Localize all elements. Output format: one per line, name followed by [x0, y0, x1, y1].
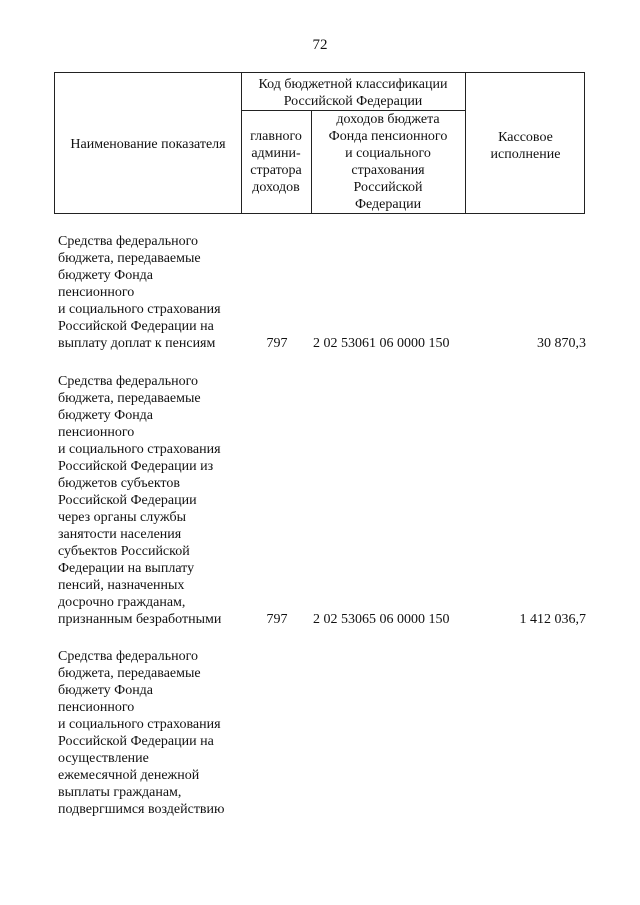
row-amount: 30 870,3 — [537, 336, 586, 351]
header-code-group: Код бюджетной классификации Российской Федерации — [258, 77, 448, 109]
row-name: Средства федерального бюджета, передаваемые бюджету Фонда пенсионного и социального страхования Российской Федерации из бюджетов субъектов Российской Федерации через органы службы занятости населения субъектов Российской Федерации на выплату пенсий, назначенных досрочно гражданам, признанным безработными — [58, 374, 222, 627]
row-admin: 797 — [266, 336, 288, 351]
row-code: 2 02 53065 06 0000 150 — [313, 612, 450, 627]
header-name: Наименование показателя — [70, 137, 226, 152]
row-amount: 1 412 036,7 — [519, 612, 586, 627]
table-header — [54, 72, 585, 214]
row-name: Средства федерального бюджета, передаваемые бюджету Фонда пенсионного и социального страхования Российской Федерации на выплату доплат к пенсиям — [58, 234, 221, 351]
header-amount: Кассовое исполнение — [490, 130, 561, 162]
header-revenue-code: доходов бюджета Фонда пенсионного и социального страхования Российской Федерации — [328, 112, 448, 212]
header-admin: главного админи- стратора доходов — [250, 129, 302, 195]
page-number: 72 — [312, 37, 328, 53]
row-name: Средства федерального бюджета, передаваемые бюджету Фонда пенсионного и социального страхования Российской Федерации на осуществление ежемесячной денежной выплаты гражданам, подвергшимся воздействию — [58, 649, 225, 817]
row-code: 2 02 53061 06 0000 150 — [313, 336, 450, 351]
row-admin: 797 — [266, 612, 288, 627]
